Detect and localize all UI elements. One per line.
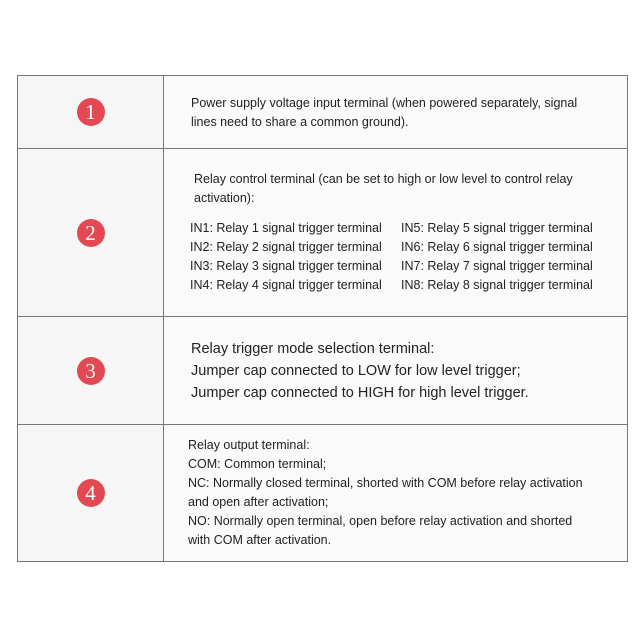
description-line: Relay control terminal (can be set to high or low level to control relay	[194, 172, 573, 186]
number-cell	[18, 149, 164, 317]
input-item: IN6: Relay 6 signal trigger terminal	[401, 240, 593, 254]
description-line: and open after activation;	[188, 495, 329, 509]
input-item: IN3: Relay 3 signal trigger terminal	[190, 259, 382, 273]
description-line: with COM after activation.	[188, 533, 332, 547]
table-row	[18, 149, 628, 317]
number-cell	[18, 317, 164, 425]
description-line: Power supply voltage input terminal (when powered separately, signal	[191, 96, 578, 110]
table-row	[18, 76, 628, 149]
description-line: activation):	[194, 191, 255, 205]
number-badge: 3	[77, 357, 105, 385]
input-item: IN1: Relay 1 signal trigger terminal	[190, 221, 382, 235]
number-badge: 4	[77, 479, 105, 507]
description-line: Jumper cap connected to HIGH for high level trigger.	[191, 384, 529, 401]
description-line: Relay trigger mode selection terminal:	[191, 340, 435, 357]
input-item: IN2: Relay 2 signal trigger terminal	[190, 240, 382, 254]
description-line: Relay output terminal:	[188, 438, 310, 452]
number-cell	[18, 76, 164, 149]
description-line: NC: Normally closed terminal, shorted with COM before relay activation	[188, 476, 583, 490]
table-row	[18, 317, 628, 425]
input-item: IN7: Relay 7 signal trigger terminal	[401, 259, 593, 273]
description-line: lines need to share a common ground).	[191, 115, 409, 129]
description-line: COM: Common terminal;	[188, 457, 327, 471]
description-line: NO: Normally open terminal, open before relay activation and shorted	[188, 514, 573, 528]
terminal-table	[17, 75, 628, 562]
description-cell	[164, 76, 628, 149]
table-row	[18, 425, 628, 562]
input-item: IN8: Relay 8 signal trigger terminal	[401, 278, 593, 292]
description-cell	[164, 317, 628, 425]
input-list	[190, 219, 627, 295]
input-item: IN4: Relay 4 signal trigger terminal	[190, 278, 382, 292]
description-cell	[164, 425, 628, 562]
number-badge: 2	[77, 219, 105, 247]
number-badge: 1	[77, 98, 105, 126]
number-cell	[18, 425, 164, 562]
input-item: IN5: Relay 5 signal trigger terminal	[401, 221, 593, 235]
description-cell	[164, 149, 628, 317]
description-line: Jumper cap connected to LOW for low level trigger;	[191, 362, 521, 379]
